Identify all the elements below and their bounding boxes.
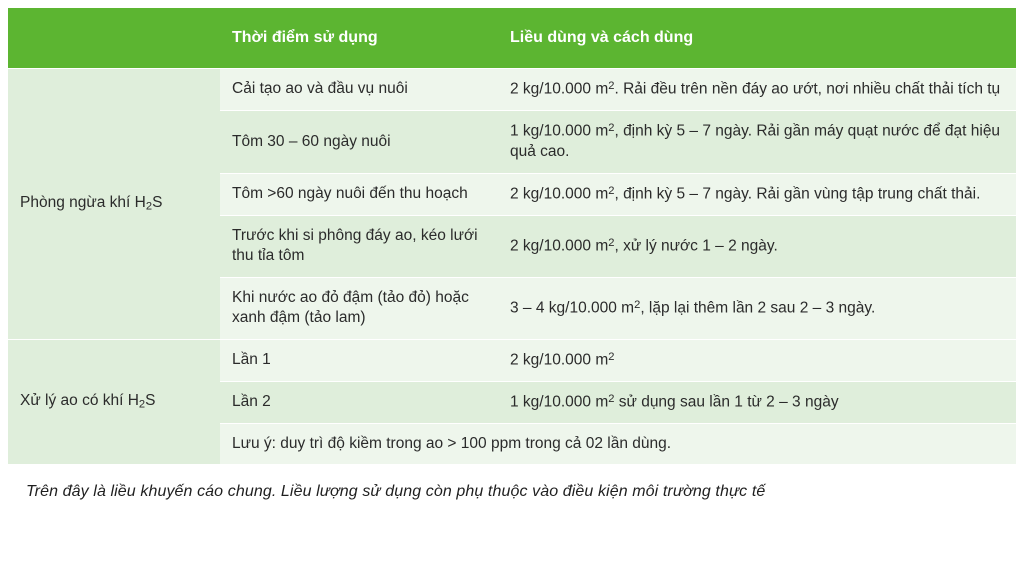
cell-time: Tôm 30 – 60 ngày nuôi [220, 111, 498, 174]
cell-time: Cải tạo ao và đầu vụ nuôi [220, 69, 498, 111]
dose-text-a: 2 kg/10.000 m [510, 237, 609, 255]
dose-text-b: . Rải đều trên nền đáy ao ướt, nơi nhiều chất thải tích tụ [614, 80, 1001, 98]
dose-text-a: 2 kg/10.000 m [510, 80, 609, 98]
cell-time: Trước khi si phông đáy ao, kéo lưới thu tỉa tôm [220, 215, 498, 277]
header-cell-dose: Liều dùng và cách dùng [498, 8, 1016, 69]
dose-superscript: 2 [634, 298, 641, 311]
cell-time: Lần 2 [220, 381, 498, 423]
table-row [8, 69, 1016, 111]
dose-text-b: , xử lý nước 1 – 2 ngày. [614, 237, 778, 255]
dose-superscript: 2 [608, 80, 615, 92]
dose-text-a: 3 – 4 kg/10.000 m [510, 299, 635, 317]
dose-superscript: 2 [608, 122, 615, 135]
group-label-text-suffix: S [152, 194, 163, 212]
cell-dose [498, 111, 1016, 174]
dose-superscript: 2 [608, 350, 615, 363]
cell-note: Lưu ý: duy trì độ kiềm trong ao > 100 ppm trong cả 02 lần dùng. [220, 423, 1016, 464]
dose-text-a: 1 kg/10.000 m [510, 122, 609, 140]
cell-time: Tôm >60 ngày nuôi đến thu hoạch [220, 173, 498, 215]
cell-dose [498, 215, 1016, 277]
dose-text-b: , định kỳ 5 – 7 ngày. Rải gần vùng tập trung chất thải. [614, 185, 981, 203]
dose-text-b: sử dụng sau lần 1 từ 2 – 3 ngày [614, 393, 839, 411]
cell-dose [498, 339, 1016, 381]
group-label-text-prefix: Xử lý ao có khí H [20, 392, 139, 410]
header-cell-empty [8, 8, 220, 69]
footnote-text: Trên đây là liều khuyến cáo chung. Liều lượng sử dụng còn phụ thuộc vào điều kiện môi trường thực tế [26, 482, 766, 500]
cell-dose [498, 277, 1016, 339]
group-label-subscript: 2 [145, 200, 153, 213]
cell-time: Khi nước ao đỏ đậm (tảo đỏ) hoặc xanh đậm (tảo lam) [220, 277, 498, 339]
group-label-subscript: 2 [138, 398, 146, 411]
group-label-prevention [8, 69, 220, 340]
cell-dose [498, 69, 1016, 111]
table-header-row [8, 8, 1016, 69]
cell-dose [498, 173, 1016, 215]
dose-text-a: 1 kg/10.000 m [510, 393, 609, 411]
dose-text-b: , định kỳ 5 – 7 ngày. Rải gần máy quạt nước để đạt hiệu quả cao. [510, 122, 1001, 161]
table-row [8, 339, 1016, 381]
group-label-treatment [8, 339, 220, 464]
group-label-text-suffix: S [145, 392, 156, 410]
header-cell-time: Thời điểm sử dụng [220, 8, 498, 69]
dose-text-a: 2 kg/10.000 m [510, 185, 609, 203]
dose-text-a: 2 kg/10.000 m [510, 351, 609, 369]
cell-dose [498, 381, 1016, 423]
dose-superscript: 2 [608, 392, 615, 405]
dosage-table [8, 8, 1016, 465]
group-label-text-prefix: Phòng ngừa khí H [20, 194, 146, 212]
dose-superscript: 2 [608, 184, 615, 197]
cell-time: Lần 1 [220, 339, 498, 381]
dose-superscript: 2 [608, 236, 615, 249]
dose-text-b: , lặp lại thêm lần 2 sau 2 – 3 ngày. [640, 299, 876, 317]
